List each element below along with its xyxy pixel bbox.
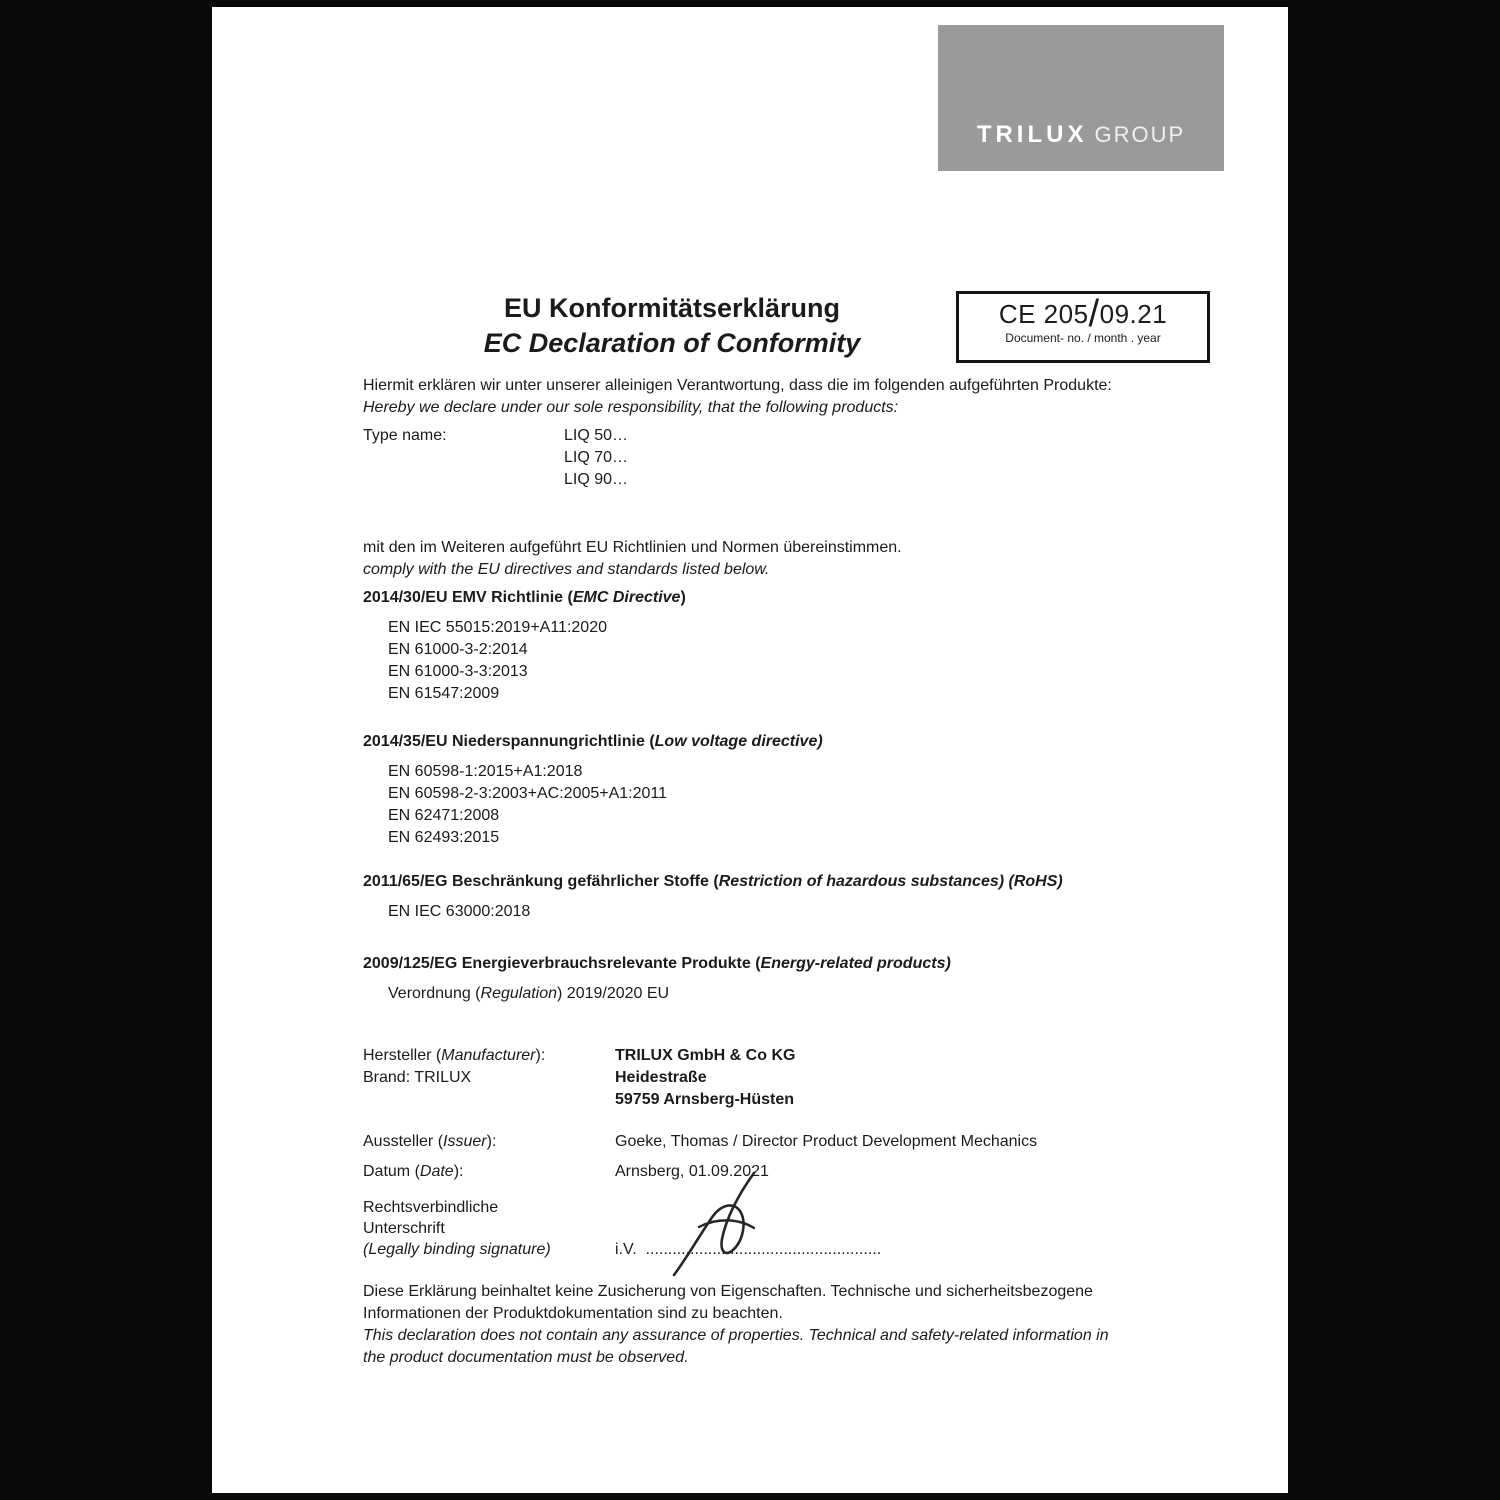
section-heading-rohs <box>363 873 1063 891</box>
heading-italic: EMC Directive <box>572 589 681 606</box>
manufacturer-label <box>363 1047 545 1065</box>
heading-text: 2014/35/EU Niederspannungrichtlinie ( <box>363 733 655 750</box>
heading-text: 2014/30/EU EMV Richtlinie ( <box>363 589 573 606</box>
heading-suffix: ) <box>680 589 686 606</box>
ce-code-suffix: 09.21 <box>1099 299 1168 329</box>
intro-german: Hiermit erklären wir unter unserer alleinigen Verantwortung, dass die im folgenden aufgeführten Produkte: <box>363 377 1112 394</box>
disclaimer-english-line2: the product documentation must be observed. <box>363 1349 689 1366</box>
standard-line: EN 61000-3-2:2014 <box>388 641 528 658</box>
ce-code-prefix: CE 205 <box>998 299 1089 329</box>
title-english: EC Declaration of Conformity <box>483 328 861 358</box>
label-suffix: ): <box>535 1047 546 1064</box>
section-heading-erp <box>363 955 951 973</box>
type-name-label: Type name: <box>363 427 447 444</box>
type-name-value: LIQ 90… <box>564 471 629 488</box>
signature-label-line3: (Legally binding signature) <box>363 1241 551 1258</box>
manufacturer-city: 59759 Arnsberg-Hüsten <box>615 1091 795 1108</box>
regulation-italic: Regulation <box>480 985 558 1002</box>
heading-italic: Low voltage directive) <box>654 733 823 750</box>
disclaimer-german-line2: Informationen der Produktdokumentation sind zu beachten. <box>363 1305 783 1322</box>
intro-paragraph <box>363 375 1263 419</box>
title-german: EU Konformitätserklärung <box>503 293 841 323</box>
standard-line: EN 61547:2009 <box>388 685 500 702</box>
group-label: GROUP <box>1094 122 1186 147</box>
heading-text: 2011/65/EG Beschränkung gefährlicher Stoffe ( <box>363 873 719 890</box>
label-text: Aussteller ( <box>363 1133 444 1150</box>
date-value: Arnsberg, 01.09.2021 <box>615 1163 769 1180</box>
signature-label-line1: Rechtsverbindliche <box>363 1199 499 1216</box>
standard-line: EN 62493:2015 <box>388 829 500 846</box>
signature-label-line2: Unterschrift <box>363 1220 445 1237</box>
document-title <box>292 291 1052 361</box>
heading-italic: Restriction of hazardous substances) (RoHS) <box>718 873 1063 890</box>
issuer-value: Goeke, Thomas / Director Product Development Mechanics <box>615 1133 1038 1150</box>
intro-english: Hereby we declare under our sole responsibility, that the following products: <box>363 399 899 416</box>
section-heading-emc <box>363 589 686 607</box>
type-name-value: LIQ 70… <box>564 449 629 466</box>
label-text: Hersteller ( <box>363 1047 442 1064</box>
declaration-page <box>212 7 1288 1493</box>
disclaimer-paragraph <box>363 1281 1253 1369</box>
document-number-box <box>956 291 1210 363</box>
heading-text: 2009/125/EG Energieverbrauchsrelevante Produkte ( <box>363 955 761 972</box>
manufacturer-name: TRILUX GmbH & Co KG <box>615 1047 796 1064</box>
regulation-line <box>388 985 669 1003</box>
document-number <box>959 293 1207 335</box>
label-italic: Date <box>419 1163 454 1180</box>
label-italic: Manufacturer <box>441 1047 536 1064</box>
handwritten-signature <box>642 1167 792 1282</box>
type-name-value: LIQ 50… <box>564 427 629 444</box>
regulation-suffix: ) 2019/2020 EU <box>557 985 670 1002</box>
trilux-group-logo <box>938 25 1224 171</box>
standard-line: EN IEC 63000:2018 <box>388 903 531 920</box>
heading-italic: Energy-related products) <box>760 955 951 972</box>
signature-dotted-line: ..................................................... <box>645 1241 882 1258</box>
disclaimer-german-line1: Diese Erklärung beinhaltet keine Zusicherung von Eigenschaften. Technische und sicherheitsbezogene <box>363 1283 1093 1300</box>
ce-code-slash: / <box>1088 293 1100 335</box>
comply-paragraph <box>363 537 1263 581</box>
manufacturer-street: Heidestraße <box>615 1069 707 1086</box>
comply-german: mit den im Weiteren aufgeführt EU Richtlinien und Normen übereinstimmen. <box>363 539 902 556</box>
label-text: Datum ( <box>363 1163 420 1180</box>
date-label <box>363 1163 463 1181</box>
trilux-wordmark: TRILUX <box>976 121 1088 148</box>
label-italic: Issuer <box>443 1133 487 1150</box>
standard-line: EN 60598-1:2015+A1:2018 <box>388 763 583 780</box>
comply-english: comply with the EU directives and standards listed below. <box>363 561 770 578</box>
standard-line: EN IEC 55015:2019+A11:2020 <box>388 619 607 636</box>
label-suffix: ): <box>453 1163 464 1180</box>
section-heading-lvd <box>363 733 823 751</box>
issuer-label <box>363 1133 496 1151</box>
standard-line: EN 62471:2008 <box>388 807 500 824</box>
logo-text <box>977 121 1185 149</box>
standard-line: EN 61000-3-3:2013 <box>388 663 528 680</box>
brand-label: Brand: TRILUX <box>363 1069 472 1086</box>
iv-abbreviation: i.V. <box>615 1241 637 1258</box>
disclaimer-english-line1: This declaration does not contain any assurance of properties. Technical and safety-related information in <box>363 1327 1109 1344</box>
label-suffix: ): <box>486 1133 497 1150</box>
standard-line: EN 60598-2-3:2003+AC:2005+A1:2011 <box>388 785 668 802</box>
regulation-prefix: Verordnung ( <box>388 985 481 1002</box>
document-number-caption: Document- no. / month . year <box>1005 331 1161 345</box>
